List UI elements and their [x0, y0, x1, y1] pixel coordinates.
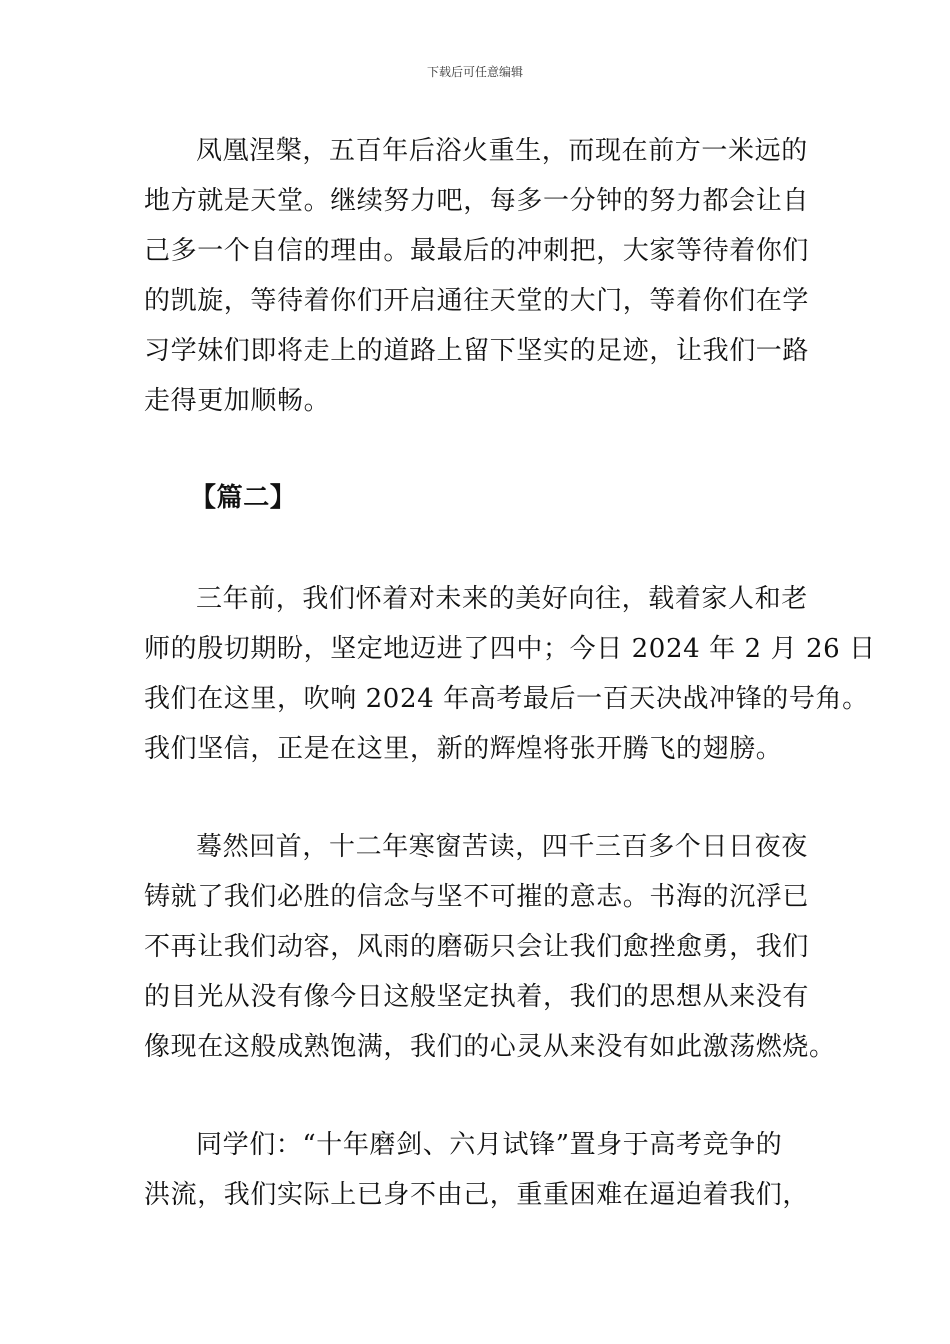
paragraph-3-line-3: 不再让我们动容，风雨的磨砺只会让我们愈挫愈勇，我们: [144, 932, 810, 962]
paragraph-2-line-3: 我们在这里，吹响 2024 年高考最后一百天决战冲锋的号角。: [144, 684, 869, 714]
paragraph-1-line-4: 的凯旋，等待着你们开启通往天堂的大门，等着你们在学: [144, 286, 810, 316]
paragraph-3-line-2: 铸就了我们必胜的信念与坚不可摧的意志。书海的沉浮已: [144, 882, 810, 912]
section-heading: 【篇二】: [190, 483, 297, 513]
paragraph-3-line-5: 像现在这般成熟饱满，我们的心灵从来没有如此激荡燃烧。: [144, 1032, 836, 1062]
paragraph-2-line-2: 师的殷切期盼，坚定地迈进了四中；今日 2024 年 2 月 26 日: [144, 634, 876, 664]
paragraph-3-line-1: 蓦然回首，十二年寒窗苦读，四千三百多个日日夜夜: [196, 832, 808, 862]
paragraph-1-line-6: 走得更加顺畅。: [144, 386, 331, 416]
paragraph-2-line-4: 我们坚信，正是在这里，新的辉煌将张开腾飞的翅膀。: [144, 734, 783, 764]
paragraph-4-line-1: 同学们：“十年磨剑、六月试锋”置身于高考竞争的: [196, 1130, 783, 1160]
paragraph-1-line-1: 凤凰涅槃，五百年后浴火重生，而现在前方一米远的: [196, 136, 808, 166]
paragraph-1-line-2: 地方就是天堂。继续努力吧，每多一分钟的努力都会让自: [144, 186, 810, 216]
paragraph-2-line-1: 三年前，我们怀着对未来的美好向往，载着家人和老: [196, 584, 808, 614]
paragraph-1-line-5: 习学妹们即将走上的道路上留下坚实的足迹，让我们一路: [144, 336, 810, 366]
paragraph-3-line-4: 的目光从没有像今日这般坚定执着，我们的思想从来没有: [144, 982, 810, 1012]
page-header: 下载后可任意编辑: [426, 65, 523, 79]
paragraph-1-line-3: 己多一个自信的理由。最最后的冲刺把，大家等待着你们: [144, 236, 810, 266]
paragraph-4-line-2: 洪流，我们实际上已身不由己，重重困难在逼迫着我们，: [144, 1180, 810, 1210]
